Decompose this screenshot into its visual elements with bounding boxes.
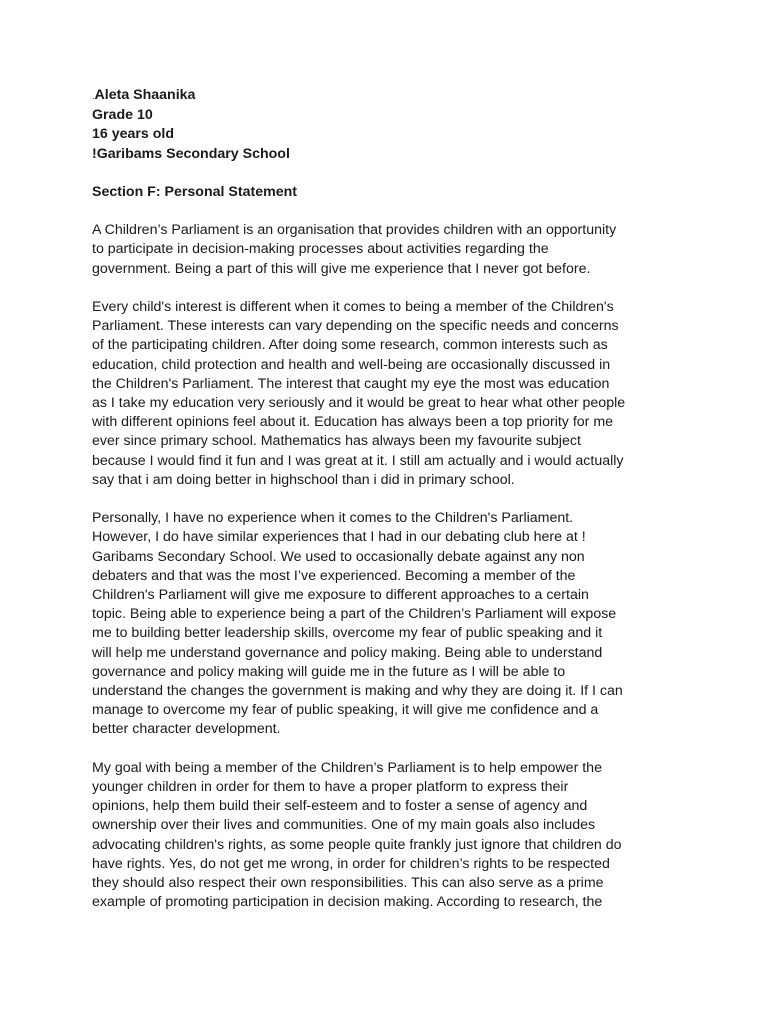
- document-page: [92, 86, 682, 912]
- paragraph-line: governance and policy making will guide me in the future as I will be able to: [92, 663, 566, 680]
- paragraph-line: Garibams Secondary School. We used to occasionally debate against any non: [92, 548, 585, 565]
- paragraph-line: understand the changes the government is making and why they are doing it. If I can: [92, 683, 623, 700]
- section-heading: Section F: Personal Statement: [92, 183, 297, 200]
- paragraph-line: example of promoting participation in decision making. According to research, the: [92, 894, 603, 911]
- paragraph-line: say that i am doing better in highschool than i did in primary school.: [92, 471, 515, 488]
- paragraph-line: advocating children's rights, as some people quite frankly just ignore that children do: [92, 836, 622, 853]
- paragraph-line: government. Being a part of this will give me experience that I never got before.: [92, 260, 591, 277]
- paragraph-line: younger children in order for them to have a proper platform to express their: [92, 779, 569, 796]
- paragraph-line: to participate in decision-making processes about activities regarding the: [92, 241, 549, 258]
- paragraph-line: as I take my education very seriously and it would be great to hear what other people: [92, 395, 626, 412]
- paragraph-line: debaters and that was the most I’ve experienced. Becoming a member of the: [92, 567, 576, 584]
- paragraph-line: education, child protection and health and well-being are occasionally discussed in: [92, 356, 611, 373]
- paragraph-line: ever since primary school. Mathematics has always been my favourite subject: [92, 433, 581, 450]
- paragraph-2: [92, 298, 682, 490]
- school-name: !Garibams Secondary School: [92, 145, 290, 162]
- paragraph-4: [92, 759, 682, 913]
- paragraph-line: better character development.: [92, 721, 281, 738]
- paragraph-line: Children's Parliament will give me exposure to different approaches to a certain: [92, 587, 589, 604]
- paragraph-line: with different opinions feel about it. Education has always been a top priority for me: [92, 414, 614, 431]
- paragraph-line: A Children’s Parliament is an organisation that provides children with an opportunity: [92, 222, 617, 239]
- statement-body: [92, 221, 682, 912]
- paragraph-line: will help me understand governance and policy making. Being able to understand: [92, 644, 603, 661]
- paragraph-line: because I would find it fun and I was great at it. I still am actually and i would actually: [92, 452, 624, 469]
- lead-mark: .: [92, 91, 95, 101]
- paragraph-line: have rights. Yes, do not get me wrong, in order for children’s rights to be respected: [92, 855, 610, 872]
- paragraph-1: [92, 221, 682, 279]
- paragraph-line: ownership over their lives and communities. One of my main goals also includes: [92, 817, 596, 834]
- paragraph-line: My goal with being a member of the Children’s Parliament is to help empower the: [92, 759, 602, 776]
- student-name: Aleta Shaanika: [94, 87, 196, 103]
- paragraph-line: Parliament. These interests can vary depending on the specific needs and concerns: [92, 318, 619, 335]
- paragraph-line: the Children's Parliament. The interest that caught my eye the most was education: [92, 375, 610, 392]
- paragraph-3: [92, 509, 682, 739]
- paragraph-line: me to building better leadership skills, overcome my fear of public speaking and it: [92, 625, 603, 642]
- paragraph-line: topic. Being able to experience being a part of the Children’s Parliament will expose: [92, 606, 617, 623]
- paragraph-line: they should also respect their own responsibilities. This can also serve as a prime: [92, 875, 604, 892]
- paragraph-line: Every child's interest is different when it comes to being a member of the Children's: [92, 299, 614, 315]
- paragraph-line: Personally, I have no experience when it comes to the Children's Parliament.: [92, 510, 574, 527]
- paragraph-line: of the participating children. After doing some research, common interests such as: [92, 337, 608, 354]
- student-name-line: [92, 86, 682, 106]
- paragraph-line: However, I do have similar experiences that I had in our debating club here at !: [92, 529, 586, 546]
- student-age: 16 years old: [92, 126, 175, 143]
- paragraph-line: opinions, help them build their self-esteem and to foster a sense of agency and: [92, 798, 588, 815]
- paragraph-line: manage to overcome my fear of public speaking, it will give me confidence and a: [92, 702, 599, 719]
- student-grade: Grade 10: [92, 107, 153, 124]
